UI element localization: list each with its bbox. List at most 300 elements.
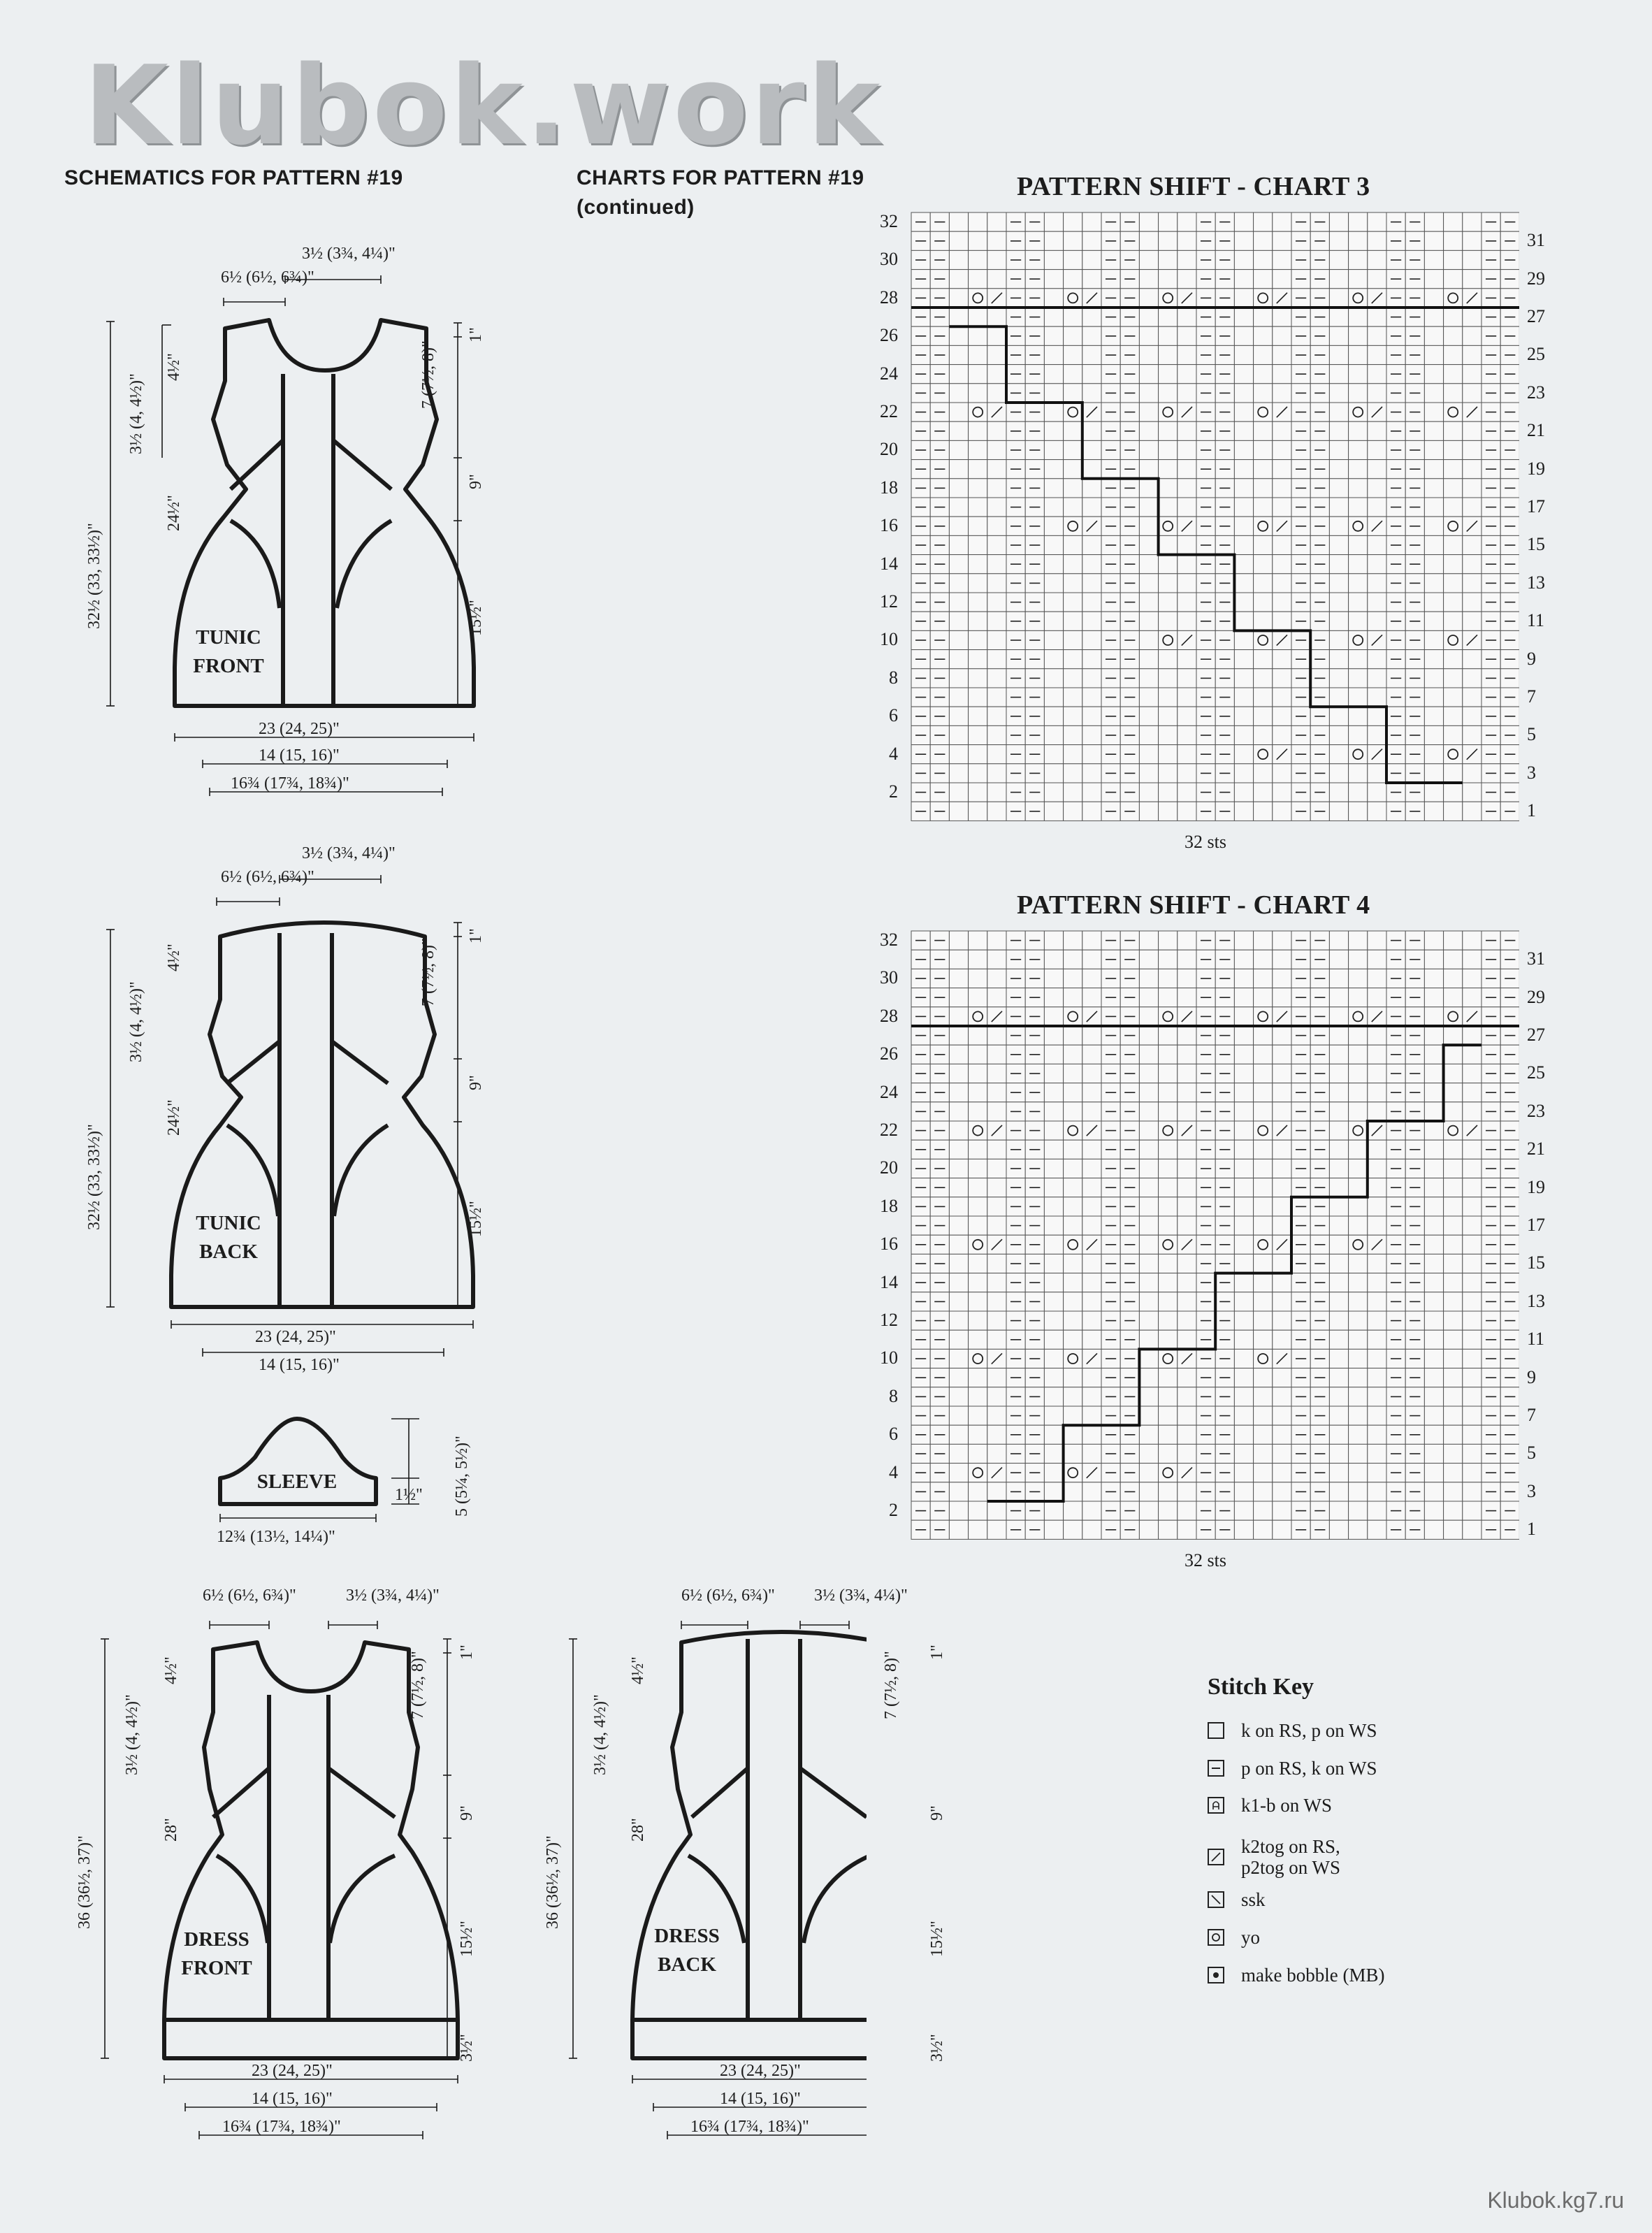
dress-front-bottom2: 14 (15, 16)" [252, 2090, 333, 2108]
chart-cell [1178, 1330, 1196, 1349]
chart-cell [1444, 1178, 1463, 1197]
chart-cell [1273, 1330, 1291, 1349]
chart-cell [1159, 535, 1178, 554]
chart-cell [1254, 725, 1273, 744]
ssk-icon [1208, 1891, 1224, 1908]
dress-back-upper-left: 3½ (4, 4½)" [591, 1694, 609, 1775]
chart-cell [1349, 212, 1368, 231]
chart-cell [1064, 421, 1082, 440]
chart-cell [1178, 460, 1196, 479]
chart-cell [969, 1292, 987, 1311]
chart-cell [1329, 479, 1348, 498]
dress-back-right-mid: 9" [928, 1805, 946, 1821]
chart-cell [1139, 688, 1158, 707]
chart-cell [1424, 1482, 1443, 1501]
chart-cell [1044, 688, 1063, 707]
chart-cell [1349, 1368, 1368, 1387]
chart-cell [1349, 1045, 1368, 1064]
chart-cell [1044, 479, 1063, 498]
chart-cell [1349, 460, 1368, 479]
chart-cell [969, 460, 987, 479]
chart-cell [949, 1007, 968, 1026]
dress-front-top-shoulder: 6½ (6½, 6¾)" [203, 1587, 296, 1605]
chart-cell [1254, 1216, 1273, 1235]
chart-cell [1159, 593, 1178, 612]
chart-cell [1368, 212, 1386, 231]
chart-cell [1254, 988, 1273, 1007]
chart-cell [1444, 1425, 1463, 1444]
chart-cell [1234, 1425, 1253, 1444]
chart-cell [1463, 1425, 1481, 1444]
chart-cell [1273, 1520, 1291, 1539]
dress-front-bottom3: 16¾ (17¾, 18¾)" [222, 2118, 341, 2136]
chart-cell [1368, 574, 1386, 593]
chart-cell [1368, 535, 1386, 554]
chart-cell [1064, 345, 1082, 364]
chart-cell [1254, 931, 1273, 950]
chart-cell [1424, 950, 1443, 969]
chart-cell [1254, 1520, 1273, 1539]
chart-cell [1254, 555, 1273, 574]
chart-cell [1424, 783, 1443, 802]
chart-cell [1044, 1140, 1063, 1159]
chart-cell [1368, 345, 1386, 364]
chart-cell [949, 440, 968, 459]
chart-cell [1349, 1007, 1368, 1026]
chart-cell [1273, 1045, 1291, 1064]
chart-cell [1159, 1349, 1178, 1368]
chart-cell [987, 1216, 1006, 1235]
chart-cell [1254, 1406, 1273, 1425]
row-number-right: 25 [1527, 344, 1545, 365]
row-number-left: 12 [880, 1310, 898, 1330]
chart-cell [1234, 1387, 1253, 1406]
chart-cell [1254, 969, 1273, 988]
chart-cell [1444, 1464, 1463, 1482]
key-item-k1b: k1-b on WS [1208, 1793, 1332, 1817]
chart-cell [1178, 326, 1196, 345]
chart-cell [1064, 403, 1082, 421]
chart-cell [1044, 612, 1063, 630]
chart-cell [1329, 289, 1348, 308]
dress-front-right-mid: 9" [458, 1805, 476, 1821]
chart-cell [1424, 1520, 1443, 1539]
chart-cell [1254, 1064, 1273, 1083]
chart-cell [1444, 1007, 1463, 1026]
chart-cell [1159, 289, 1178, 308]
row-number-right: 31 [1527, 948, 1545, 969]
chart-cell [1254, 1425, 1273, 1444]
chart-cell [1444, 931, 1463, 950]
chart-cell [1273, 1102, 1291, 1121]
chart-cell [1178, 555, 1196, 574]
chart-cell [1463, 1292, 1481, 1311]
dress-back-top-neck: 3½ (3¾, 4¼)" [814, 1587, 908, 1605]
chart-cell [949, 403, 968, 421]
chart-cell [1273, 574, 1291, 593]
chart-cell [987, 270, 1006, 289]
chart-cell [1424, 1349, 1443, 1368]
chart-cell [1234, 1501, 1253, 1520]
chart-cell [1349, 593, 1368, 612]
chart-cell [969, 308, 987, 326]
chart-cell [1329, 931, 1348, 950]
chart-cell [1254, 498, 1273, 516]
chart-cell [1368, 1273, 1386, 1292]
yo-circle-icon [1208, 1929, 1224, 1946]
chart-cell [1082, 574, 1101, 593]
chart-cell [1424, 250, 1443, 269]
chart-cell [1139, 289, 1158, 308]
chart-cell [1349, 1311, 1368, 1330]
chart-cell [1444, 1273, 1463, 1292]
chart-cell [1178, 931, 1196, 950]
chart-cell [1444, 555, 1463, 574]
chart-cell [1444, 498, 1463, 516]
chart-cell [1064, 669, 1082, 688]
chart-cell [1254, 1007, 1273, 1026]
chart-cell [987, 1482, 1006, 1501]
dress-front-right-low: 15½" [458, 1921, 476, 1957]
chart-cell [1349, 289, 1368, 308]
chart-cell [1139, 1254, 1158, 1273]
chart-cell [1254, 669, 1273, 688]
row-number-right: 21 [1527, 1139, 1545, 1159]
chart-cell [1234, 460, 1253, 479]
chart-cell [1463, 950, 1481, 969]
chart-cell [949, 479, 968, 498]
chart-cell [1234, 555, 1253, 574]
chart-cell [1064, 289, 1082, 308]
tunic-back-bottom1: 23 (24, 25)" [255, 1328, 336, 1346]
chart-cell [1234, 1064, 1253, 1083]
chart-cell [1064, 231, 1082, 250]
chart-cell [1064, 1254, 1082, 1273]
chart-cell [969, 250, 987, 269]
chart-cell [1082, 231, 1101, 250]
chart-cell [1082, 669, 1101, 688]
chart-cell [969, 1520, 987, 1539]
chart-cell [1139, 1501, 1158, 1520]
chart-cell [1329, 988, 1348, 1007]
chart-cell [1424, 1197, 1443, 1216]
chart-cell [1444, 969, 1463, 988]
chart-cell [1368, 1083, 1386, 1102]
chart-cell [1424, 931, 1443, 950]
chart-cell [1234, 498, 1253, 516]
tunic-front-right-low: 15½" [467, 600, 485, 636]
chart-cell [1044, 1292, 1063, 1311]
chart-cell [1234, 593, 1253, 612]
chart-cell [987, 802, 1006, 821]
chart-cell [987, 1197, 1006, 1216]
chart-cell [1082, 1501, 1101, 1520]
chart-cell [1082, 1178, 1101, 1197]
chart-cell [1368, 1159, 1386, 1178]
chart-cell [987, 764, 1006, 783]
chart-cell [987, 669, 1006, 688]
chart-cell [1178, 950, 1196, 969]
chart-cell [1044, 535, 1063, 554]
chart-cell [949, 745, 968, 764]
chart-cell [1273, 612, 1291, 630]
chart-cell [1368, 365, 1386, 384]
chart-cell [1159, 1102, 1178, 1121]
chart-cell [1139, 212, 1158, 231]
chart-cell [1139, 1273, 1158, 1292]
row-number-left: 20 [880, 1157, 898, 1178]
chart-cell [1368, 612, 1386, 630]
chart-cell [1159, 1292, 1178, 1311]
chart-cell [1349, 669, 1368, 688]
chart-cell [1254, 1140, 1273, 1159]
chart-cell [969, 783, 987, 802]
chart-cell [1254, 535, 1273, 554]
row-number-right: 3 [1527, 1480, 1536, 1501]
chart-cell [1463, 1406, 1481, 1425]
chart-cell [1349, 764, 1368, 783]
chart-cell [949, 669, 968, 688]
chart-cell [1444, 802, 1463, 821]
dress-back-top-shoulder: 6½ (6½, 6¾)" [681, 1587, 775, 1605]
dress-back-right-top: 1" [928, 1645, 946, 1660]
chart-cell [1159, 950, 1178, 969]
chart-cell [1178, 612, 1196, 630]
chart-cell [1444, 1102, 1463, 1121]
chart-cell [1424, 1026, 1443, 1045]
chart-cell [1444, 460, 1463, 479]
chart-cell [987, 212, 1006, 231]
chart-cell [1463, 593, 1481, 612]
chart-cell [1463, 783, 1481, 802]
dress-front-right-top: 1" [458, 1645, 476, 1660]
chart-cell [1444, 1292, 1463, 1311]
chart-cell [1273, 440, 1291, 459]
chart-cell [987, 988, 1006, 1007]
chart-cell [1368, 440, 1386, 459]
chart-cell [1082, 1368, 1101, 1387]
chart-cell [1082, 1520, 1101, 1539]
chart-cell [1044, 1501, 1063, 1520]
chart-cell [1082, 535, 1101, 554]
chart-cell [1064, 1292, 1082, 1311]
chart-cell [1368, 969, 1386, 988]
chart-cell [1064, 1368, 1082, 1387]
chart-cell [1044, 1159, 1063, 1178]
chart-cell [1234, 764, 1253, 783]
chart-cell [1329, 1045, 1348, 1064]
chart-cell [1064, 745, 1082, 764]
chart-cell [1463, 969, 1481, 988]
chart-cell [987, 1254, 1006, 1273]
chart-cell [1064, 783, 1082, 802]
chart-cell [1139, 1121, 1158, 1140]
chart-cell [1044, 630, 1063, 649]
chart-cell [987, 574, 1006, 593]
chart-cell [1254, 950, 1273, 969]
chart-cell [1349, 612, 1368, 630]
row-number-left: 6 [889, 705, 898, 726]
chart-cell [1044, 969, 1063, 988]
chart-cell [1082, 1444, 1101, 1463]
chart-cell [1368, 764, 1386, 783]
chart-cell [1044, 1254, 1063, 1273]
chart-cell [1044, 498, 1063, 516]
chart-cell [1044, 1064, 1063, 1083]
chart-cell [1273, 498, 1291, 516]
row-number-right: 1 [1527, 800, 1536, 821]
chart-cell [1368, 1368, 1386, 1387]
chart-cell [1329, 1311, 1348, 1330]
chart-cell [1273, 1368, 1291, 1387]
chart-cell [1064, 1140, 1082, 1159]
chart-cell [1139, 1482, 1158, 1501]
chart-cell [1463, 764, 1481, 783]
chart-cell [1044, 650, 1063, 669]
chart-cell [987, 440, 1006, 459]
chart-cell [1064, 1064, 1082, 1083]
chart-cell [969, 931, 987, 950]
chart-cell [1139, 745, 1158, 764]
chart-cell [1234, 931, 1253, 950]
chart-cell [1064, 707, 1082, 725]
chart-cell [949, 212, 968, 231]
tunic-front-top-neck: 3½ (3¾, 4¼)" [302, 245, 396, 263]
chart-cell [1463, 1140, 1481, 1159]
chart-cell [1444, 345, 1463, 364]
chart-cell [1178, 479, 1196, 498]
chart-cell [1044, 1311, 1063, 1330]
chart-cell [1234, 669, 1253, 688]
chart-cell [969, 630, 987, 649]
chart-cell [1234, 250, 1253, 269]
chart-cell [949, 365, 968, 384]
chart-cell [1424, 1064, 1443, 1083]
chart-cell [1139, 1520, 1158, 1539]
chart-cell [969, 1330, 987, 1349]
chart-cell [1463, 1311, 1481, 1330]
sleeve-width: 12¾ (13½, 14¼)" [217, 1528, 335, 1546]
chart-cell [1349, 1102, 1368, 1121]
chart-cell [1349, 950, 1368, 969]
chart-cell [969, 1444, 987, 1463]
chart-cell [949, 1159, 968, 1178]
chart-cell [1064, 1273, 1082, 1292]
chart-cell [1159, 612, 1178, 630]
chart-cell [987, 1368, 1006, 1387]
chart-cell [949, 1292, 968, 1311]
chart-cell [1178, 498, 1196, 516]
chart-cell [1463, 1464, 1481, 1482]
chart-cell [1044, 1425, 1063, 1444]
chart-cell [949, 516, 968, 535]
chart-cell [1234, 326, 1253, 345]
chart-cell [1234, 802, 1253, 821]
dress-back-bottom3: 16¾ (17¾, 18¾)" [690, 2118, 809, 2136]
chart-cell [1159, 1235, 1178, 1254]
tunic-back-top-shoulder: 6½ (6½, 6¾)" [221, 868, 314, 886]
chart-cell [1044, 1444, 1063, 1463]
chart-cell [987, 516, 1006, 535]
chart-cell [1254, 345, 1273, 364]
chart-cell [1178, 1406, 1196, 1425]
chart-cell [1159, 688, 1178, 707]
chart-cell [1139, 1064, 1158, 1083]
chart-cell [1349, 1254, 1368, 1273]
chart-cell [1082, 1273, 1101, 1292]
chart-cell [1329, 1254, 1348, 1273]
chart-cell [1082, 479, 1101, 498]
chart-cell [1329, 574, 1348, 593]
chart-cell [1139, 326, 1158, 345]
chart-cell [1329, 1083, 1348, 1102]
chart-cell [1082, 250, 1101, 269]
chart-cell [1139, 1425, 1158, 1444]
chart-cell [949, 725, 968, 744]
chart-cell [969, 403, 987, 421]
chart-cell [1159, 516, 1178, 535]
chart-cell [1234, 1216, 1253, 1235]
chart-cell [1424, 440, 1443, 459]
chart-cell [1273, 1178, 1291, 1197]
chart-cell [1424, 1330, 1443, 1349]
row-number-right: 15 [1527, 534, 1545, 555]
chart-cell [1424, 1102, 1443, 1121]
chart-cell [1082, 1083, 1101, 1102]
chart-cell [1329, 270, 1348, 289]
chart-cell [1159, 384, 1178, 403]
chart-cell [969, 1425, 987, 1444]
chart-cell [1349, 988, 1368, 1007]
chart-cell [1082, 612, 1101, 630]
chart-cell [1329, 460, 1348, 479]
chart-cell [1064, 1444, 1082, 1463]
chart-cell [969, 764, 987, 783]
chart-cell [969, 1064, 987, 1083]
chart-cell [1159, 802, 1178, 821]
chart-cell [1463, 650, 1481, 669]
chart-cell [969, 1235, 987, 1254]
chart-cell [1254, 612, 1273, 630]
chart-cell [1444, 1406, 1463, 1425]
chart-cell [1139, 593, 1158, 612]
chart-cell [1178, 212, 1196, 231]
chart-cell [949, 250, 968, 269]
row-number-left: 30 [880, 967, 898, 988]
chart-cell [1463, 270, 1481, 289]
chart4-stitch-count: 32 sts [1184, 1550, 1226, 1570]
chart-cell [1368, 669, 1386, 688]
chart-cell [1139, 308, 1158, 326]
chart-cell [1273, 365, 1291, 384]
chart-cell [1082, 440, 1101, 459]
chart-cell [1254, 764, 1273, 783]
chart-cell [1139, 1330, 1158, 1349]
chart-cell [949, 1197, 968, 1216]
chart-cell [1463, 231, 1481, 250]
chart-cell [949, 345, 968, 364]
chart-cell [1254, 516, 1273, 535]
chart-cell [1064, 1007, 1082, 1026]
chart-cell [1064, 1045, 1082, 1064]
chart-cell [969, 289, 987, 308]
chart-cell [1178, 1026, 1196, 1045]
chart-cell [1463, 725, 1481, 744]
row-number-right: 3 [1527, 762, 1536, 783]
charts-heading-continued: (continued) [577, 196, 695, 219]
chart-cell [1234, 1026, 1253, 1045]
chart-cell [949, 1349, 968, 1368]
